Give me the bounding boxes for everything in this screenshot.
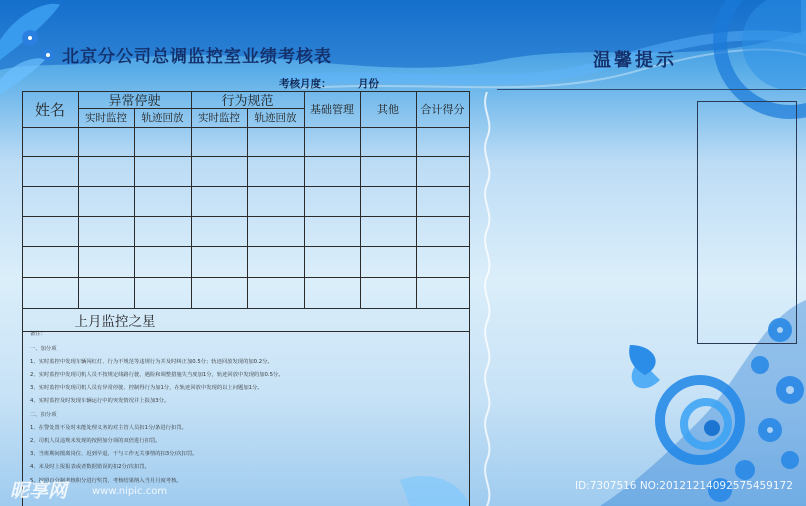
notes-penalty-1: 1、在警处置不及时未能处理义务的对主管人员扣1分/条进行扣罚。 xyxy=(30,425,187,431)
group2-sub-playback: 轨迹回放 xyxy=(254,112,297,124)
other-header: 其他 xyxy=(377,103,399,116)
name-header: 姓名 xyxy=(34,100,65,119)
notes-heading: 备注： xyxy=(30,331,46,337)
tips-divider xyxy=(497,89,806,90)
group2-sub-realtime: 实时监控 xyxy=(198,112,240,124)
month-unit: 月份 xyxy=(358,78,379,90)
month-label: 考核月度： xyxy=(279,78,332,90)
watermark-logo: 昵享网 xyxy=(10,480,68,502)
notes-bonus-1: 1、实时监控中发现车辆闯红灯、行为不规范等违规行为并及时纠正加0.5分；轨迹回放发现的加0.2分。 xyxy=(30,359,273,365)
watermark-url: www.nipic.com xyxy=(92,486,168,497)
group1-sub-realtime: 实时监控 xyxy=(85,112,127,124)
notes-penalty-2: 2、司机人员违规未发现的按照加分项的双倍进行扣罚。 xyxy=(30,438,161,444)
basic-mgmt-header: 基础管理 xyxy=(310,103,354,116)
watermark-id: ID:7307516 NO:20121214092575459172 xyxy=(575,480,793,492)
notes-bonus-4: 4、实时监控及时发现车辆运行中的突发情况并上报加3分。 xyxy=(30,398,170,404)
notes-penalty-5: 5、按照百分制考核积分进行奖罚，考核结果纳入当月月度考核。 xyxy=(30,478,182,484)
group1-sub-playback: 轨迹回放 xyxy=(141,112,184,124)
notes-penalty-3: 3、当班期间擅离岗位、迟到早退、干与工作无关事情的扣3分/次扣罚。 xyxy=(30,451,198,457)
group-behavior: 行为规范 xyxy=(221,94,274,108)
notes-bonus-3: 3、实时监控中发现司机人员有异常停驶、控制得行为加1分，在轨迹回放中发现的以上问题加1分。 xyxy=(30,385,263,391)
tips-title: 温馨提示 xyxy=(593,50,677,71)
notes-bonus-title: 一、加分项 xyxy=(30,346,57,352)
notes-penalty-title: 二、扣分项 xyxy=(30,412,57,418)
group-abnormal-stop: 异常停驶 xyxy=(108,94,161,108)
form-title: 北京分公司总调监控室业绩考核表 xyxy=(62,47,332,67)
notes-penalty-4: 4、未及时上报报表或者数据错误的扣2分/次扣罚。 xyxy=(30,464,150,470)
notes-bonus-2: 2、实时监控中发现司机人员不按规定线路行驶、遇险和调整措施失当度加1分，轨迹回放中发现的加0.5分。 xyxy=(30,372,284,378)
tips-content-box xyxy=(697,101,797,344)
total-score-header: 合计得分 xyxy=(420,103,465,116)
monthly-star-label: 上月监控之星 xyxy=(74,314,156,330)
